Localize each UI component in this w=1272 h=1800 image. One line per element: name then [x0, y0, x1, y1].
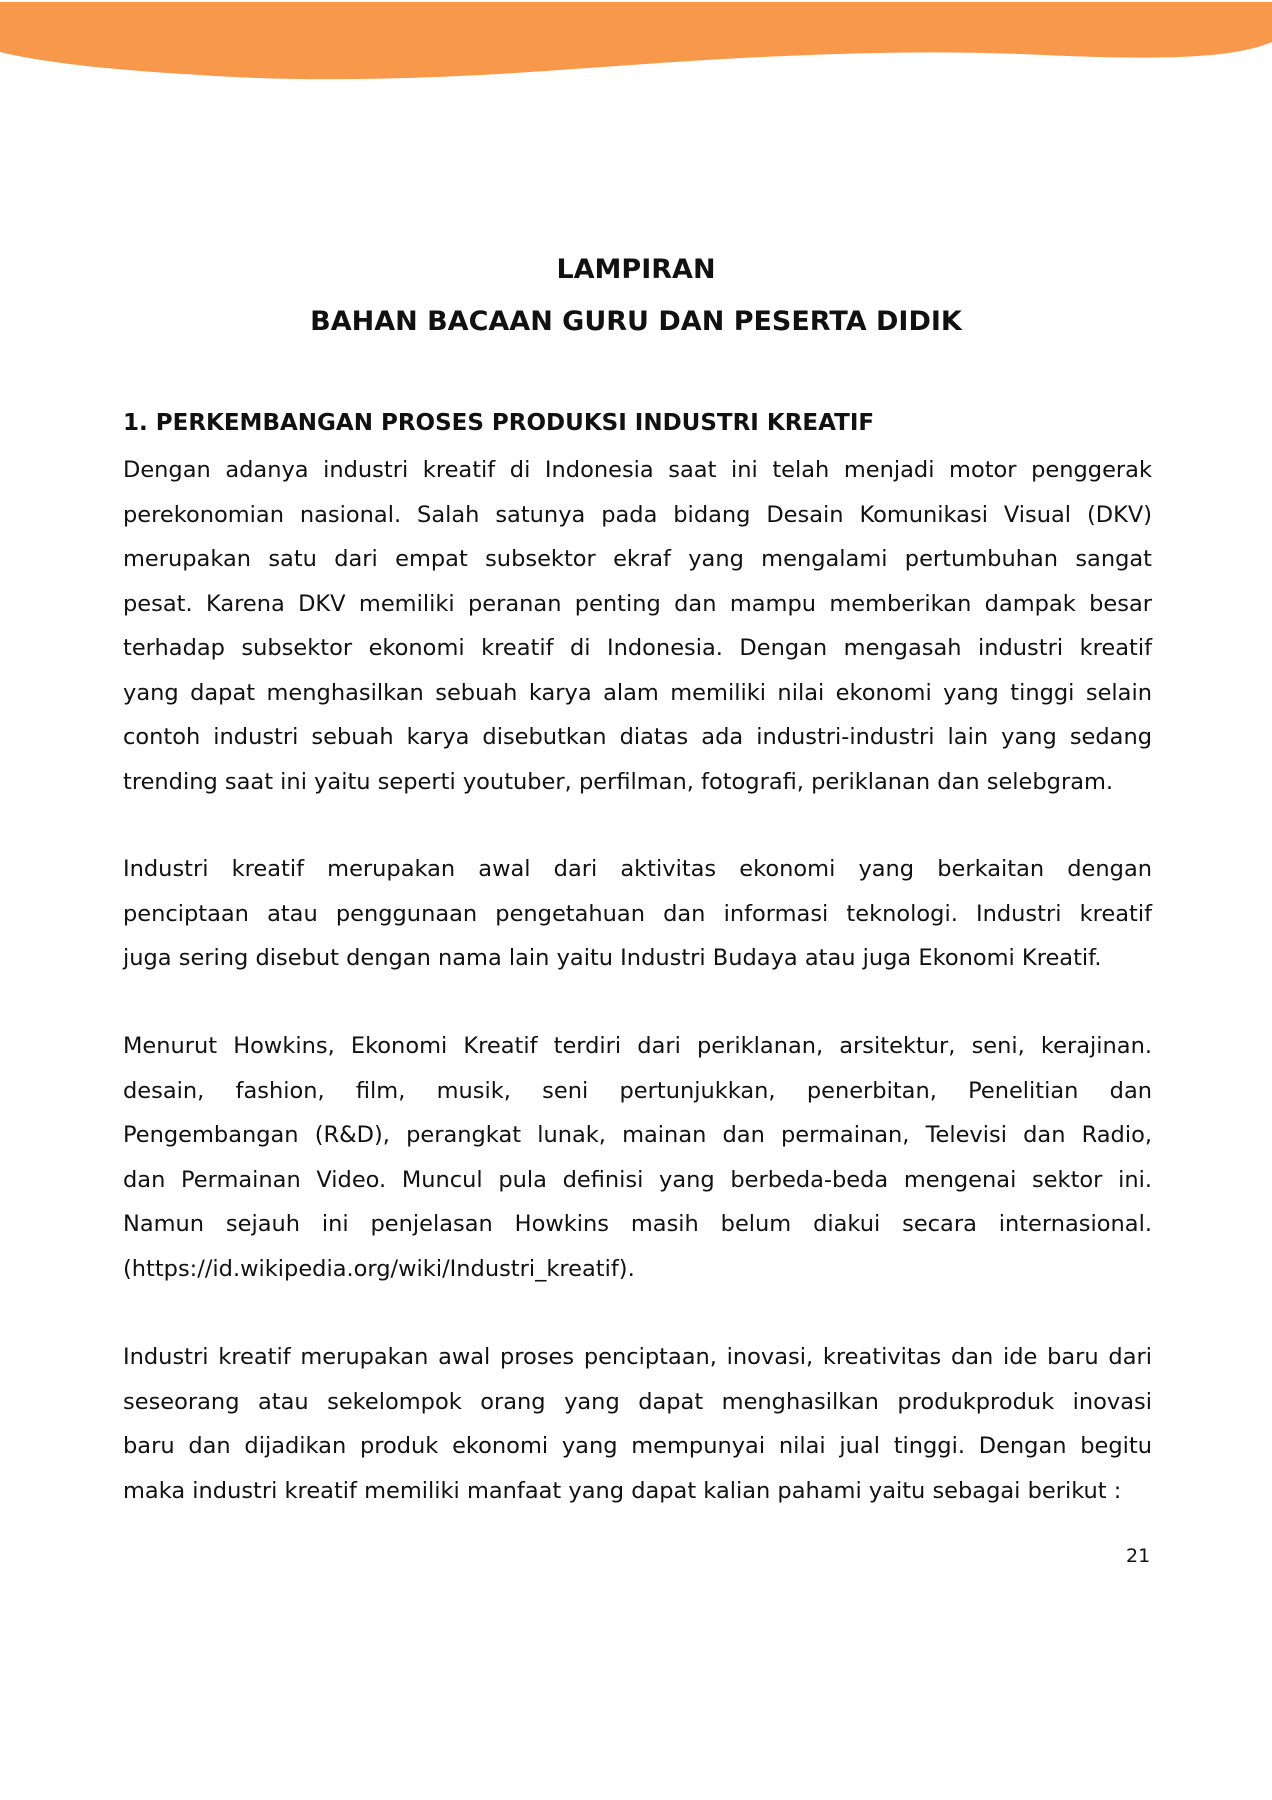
text-line: Industri kreatif merupakan awal proses penciptaan, inovasi, kreativitas dan ide baru dari — [123, 1344, 1152, 1370]
document-title: LAMPIRAN — [556, 254, 716, 285]
paragraph-1 — [123, 448, 1152, 804]
paragraph-4 — [123, 1335, 1152, 1513]
text-line: merupakan satu dari empat subsektor ekraf yang mengalami pertumbuhan sangat — [123, 546, 1152, 572]
text-line: penciptaan atau penggunaan pengetahuan dan informasi teknologi. Industri kreatif — [123, 900, 1152, 927]
text-line: Menurut Howkins, Ekonomi Kreatif terdiri dari periklanan, arsitektur, seni, kerajinan. — [123, 1033, 1152, 1059]
text-line: perekonomian nasional. Salah satunya pada bidang Desain Komunikasi Visual (DKV) — [123, 501, 1152, 528]
text-line: contoh industri sebuah karya disebutkan diatas ada industri-industri lain yang sedang — [123, 724, 1152, 750]
text-line: juga sering disebut dengan nama lain yaitu Industri Budaya atau juga Ekonomi Kreatif. — [123, 945, 1102, 971]
page-number: 21 — [1126, 1545, 1151, 1567]
paragraph-2 — [123, 847, 1152, 981]
text-line: trending saat ini yaitu seperti youtuber, perfilman, fotografi, periklanan dan selebgram. — [123, 768, 1114, 795]
text-line: baru dan dijadikan produk ekonomi yang mempunyai nilai jual tinggi. Dengan begitu — [123, 1433, 1152, 1459]
text-line: (https://id.wikipedia.org/wiki/Industri_kreatif). — [123, 1255, 635, 1282]
text-line: Industri kreatif merupakan awal dari aktivitas ekonomi yang berkaitan dengan — [123, 856, 1152, 882]
header-wave-decoration — [0, 0, 1272, 90]
text-line: Dengan adanya industri kreatif di Indonesia saat ini telah menjadi motor penggerak — [123, 457, 1152, 483]
document-subtitle: BAHAN BACAAN GURU DAN PESERTA DIDIK — [310, 306, 962, 337]
section-heading: 1. PERKEMBANGAN PROSES PRODUKSI INDUSTRI KREATIF — [123, 410, 875, 436]
text-line: Namun sejauh ini penjelasan Howkins masih belum diakui secara internasional. — [123, 1211, 1152, 1237]
text-line: yang dapat menghasilkan sebuah karya alam memiliki nilai ekonomi yang tinggi selain — [123, 679, 1152, 706]
text-line: pesat. Karena DKV memiliki peranan penting dan mampu memberikan dampak besar — [123, 590, 1152, 617]
text-line: terhadap subsektor ekonomi kreatif di Indonesia. Dengan mengasah industri kreatif — [123, 635, 1152, 661]
paragraph-3 — [123, 1024, 1152, 1291]
text-line: Pengembangan (R&D), perangkat lunak, mainan dan permainan, Televisi dan Radio, — [123, 1122, 1152, 1148]
text-line: dan Permainan Video. Muncul pula definisi yang berbeda-beda mengenai sektor ini. — [123, 1166, 1152, 1193]
text-line: desain, fashion, film, musik, seni pertunjukkan, penerbitan, Penelitian dan — [123, 1077, 1152, 1104]
text-line: seseorang atau sekelompok orang yang dapat menghasilkan produkproduk inovasi — [123, 1388, 1152, 1415]
text-line: maka industri kreatif memiliki manfaat yang dapat kalian pahami yaitu sebagai berikut : — [123, 1477, 1122, 1504]
